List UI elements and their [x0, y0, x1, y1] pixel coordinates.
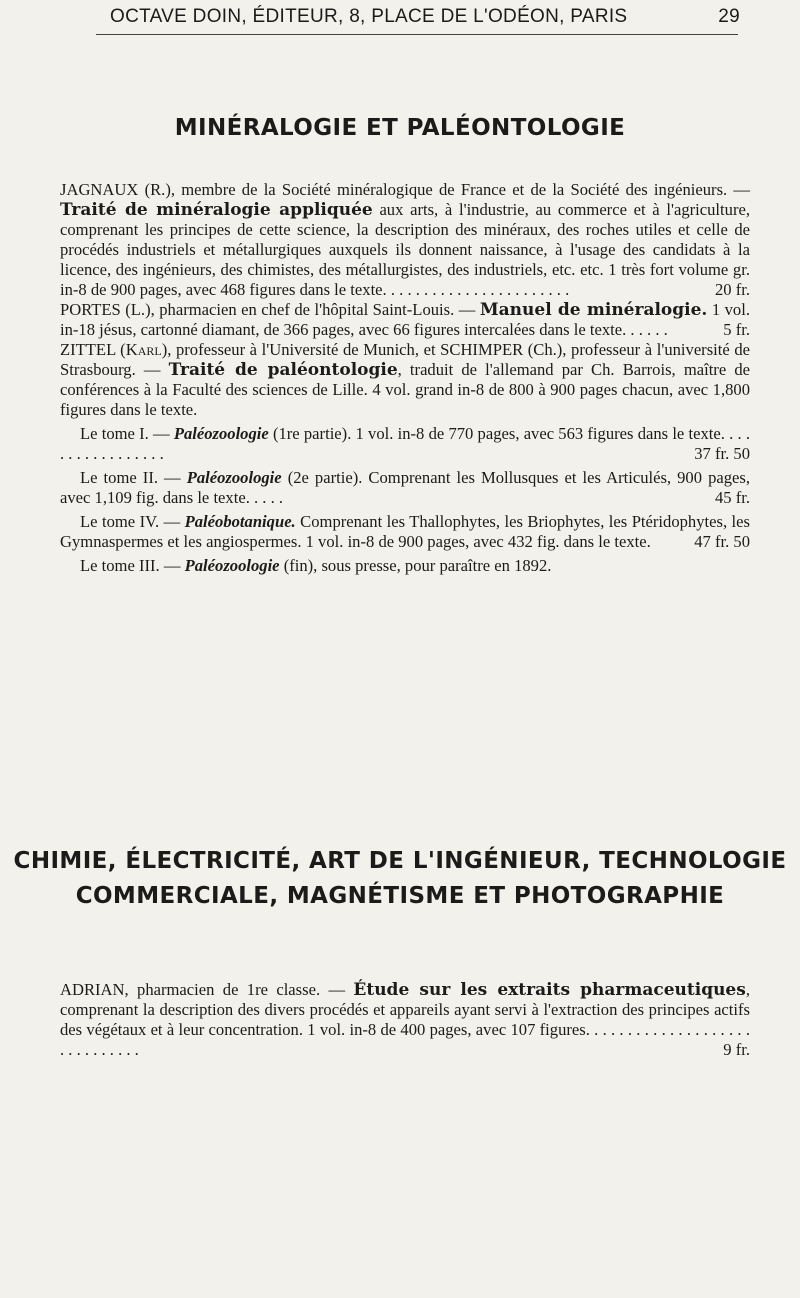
entry-text: 1 vol. in-18 jésus, cartonné diamant, de 366 pages, avec 66 figures intercalées dans le texte. . . . . .: [60, 300, 750, 339]
volume-tome-2: [60, 468, 750, 508]
entry-title: Étude sur les extraits pharmaceutiques: [353, 980, 746, 1000]
volume-title: Paléozoologie: [186, 468, 282, 487]
volume-price: 47 fr. 50: [694, 532, 750, 551]
volume-tome-3: [60, 556, 750, 576]
volume-text: Comprenant les Thallophytes, les Briophytes, les Ptéridophytes, les Gymnaspermes et les angiospermes. 1 vol. in-8 de 900 pages, avec 432 fig. dans le texte.: [60, 512, 750, 551]
entry-text: aux arts, à l'industrie, au commerce et à l'agriculture, comprenant les principes de cette science, la description des minéraux, des roches utiles et celle de procédés industriels et métallurgiques auxquels ils donnent naissance, à l'usage des candidats à la licence, des ingénieurs, des chimistes, des métallurgistes, des industriels, etc. etc. 1 très fort volume gr. in-8 de 900 pages, avec 468 figures dans le texte. . . . . . . . . . . . . . . . . . . . . . .: [60, 200, 750, 299]
entry-lead: , pharmacien en chef de l'hôpital Saint-Louis. —: [150, 300, 480, 319]
section1-entries: [60, 180, 750, 576]
entry-jagnaux: [60, 180, 750, 300]
volume-title: Paléobotanique.: [184, 512, 296, 531]
entry-author: ADRIAN: [60, 980, 125, 999]
entry-author: JAGNAUX (R.): [60, 180, 171, 199]
volume-tome-1: [60, 424, 750, 464]
volume-text: (2e partie). Comprenant les Mollusques et les Articulés, 900 pages, avec 1,109 fig. dans le texte. . . . .: [60, 468, 751, 507]
section-title-chimie-line1: CHIMIE, ÉLECTRICITÉ, ART DE L'INGÉNIEUR, TECHNOLOGIE: [13, 848, 787, 874]
header-text: OCTAVE DOIN, ÉDITEUR, 8, PLACE DE L'ODÉON, PARIS: [110, 6, 628, 27]
entry-price: 20 fr.: [714, 280, 750, 299]
volume-title: Paléozoologie: [173, 424, 269, 443]
volume-text: (1re partie). 1 vol. in-8 de 770 pages, avec 563 figures dans le texte. . . . . . . . . . . . . . . . .: [60, 424, 750, 463]
entry-price: 9 fr.: [723, 1040, 750, 1059]
volume-lead: Le tome I. —: [80, 424, 174, 443]
entry-lead: , professeur à l'Université de Munich, et SCHIMPER (Ch.), professeur à l'université de Strasbourg. —: [60, 340, 751, 379]
page-number: 29: [718, 6, 740, 27]
entry-text: , traduit de l'allemand par Ch. Barrois, maître de conférences à la Faculté des sciences de Lille. 4 vol. grand in-8 de 800 à 900 pages chacun, avec 1,800 figures dans le texte.: [60, 360, 750, 419]
running-header: [110, 6, 740, 28]
entry-portes: [60, 300, 750, 340]
volume-lead: Le tome III. —: [80, 556, 185, 575]
entry-author: PORTES (L.): [60, 300, 151, 319]
entry-adrian: [60, 980, 750, 1060]
section-title-mineralogie: MINÉRALOGIE ET PALÉONTOLOGIE: [174, 115, 626, 141]
volume-price: 45 fr.: [714, 488, 750, 507]
header-rule: [96, 34, 738, 35]
entry-lead: , pharmacien de 1re classe. —: [124, 980, 354, 999]
entry-title: Traité de minéralogie appliquée: [60, 200, 373, 220]
entry-lead: , membre de la Société minéralogique de France et de la Société des ingénieurs. —: [170, 180, 750, 199]
volume-text: (fin), sous presse, pour paraître en 1892.: [279, 556, 552, 575]
entry-title: Traité de paléontologie: [168, 360, 398, 380]
entry-title: Manuel de minéralogie.: [479, 300, 708, 320]
volume-title: Paléozoologie: [184, 556, 280, 575]
entry-author: ZITTEL (Karl): [60, 340, 168, 359]
entry-zittel: [60, 340, 750, 420]
section-title-chimie-line2: COMMERCIALE, MAGNÉTISME ET PHOTOGRAPHIE: [75, 883, 725, 909]
entry-price: 5 fr.: [723, 320, 750, 339]
entry-text: , comprenant la description des divers procédés et appareils ayant servi à l'extraction des principes actifs des végétaux et à leur concentration. 1 vol. in-8 de 400 pages, avec 107 figures. . . . . . . . . . . . . . . . . . . . . . . . . . . . . .: [60, 980, 750, 1059]
volume-tome-4: [60, 512, 750, 552]
volume-lead: Le tome IV. —: [80, 512, 185, 531]
volume-price: 37 fr. 50: [694, 444, 750, 463]
volume-lead: Le tome II. —: [80, 468, 187, 487]
section2-entries: [60, 980, 750, 1060]
